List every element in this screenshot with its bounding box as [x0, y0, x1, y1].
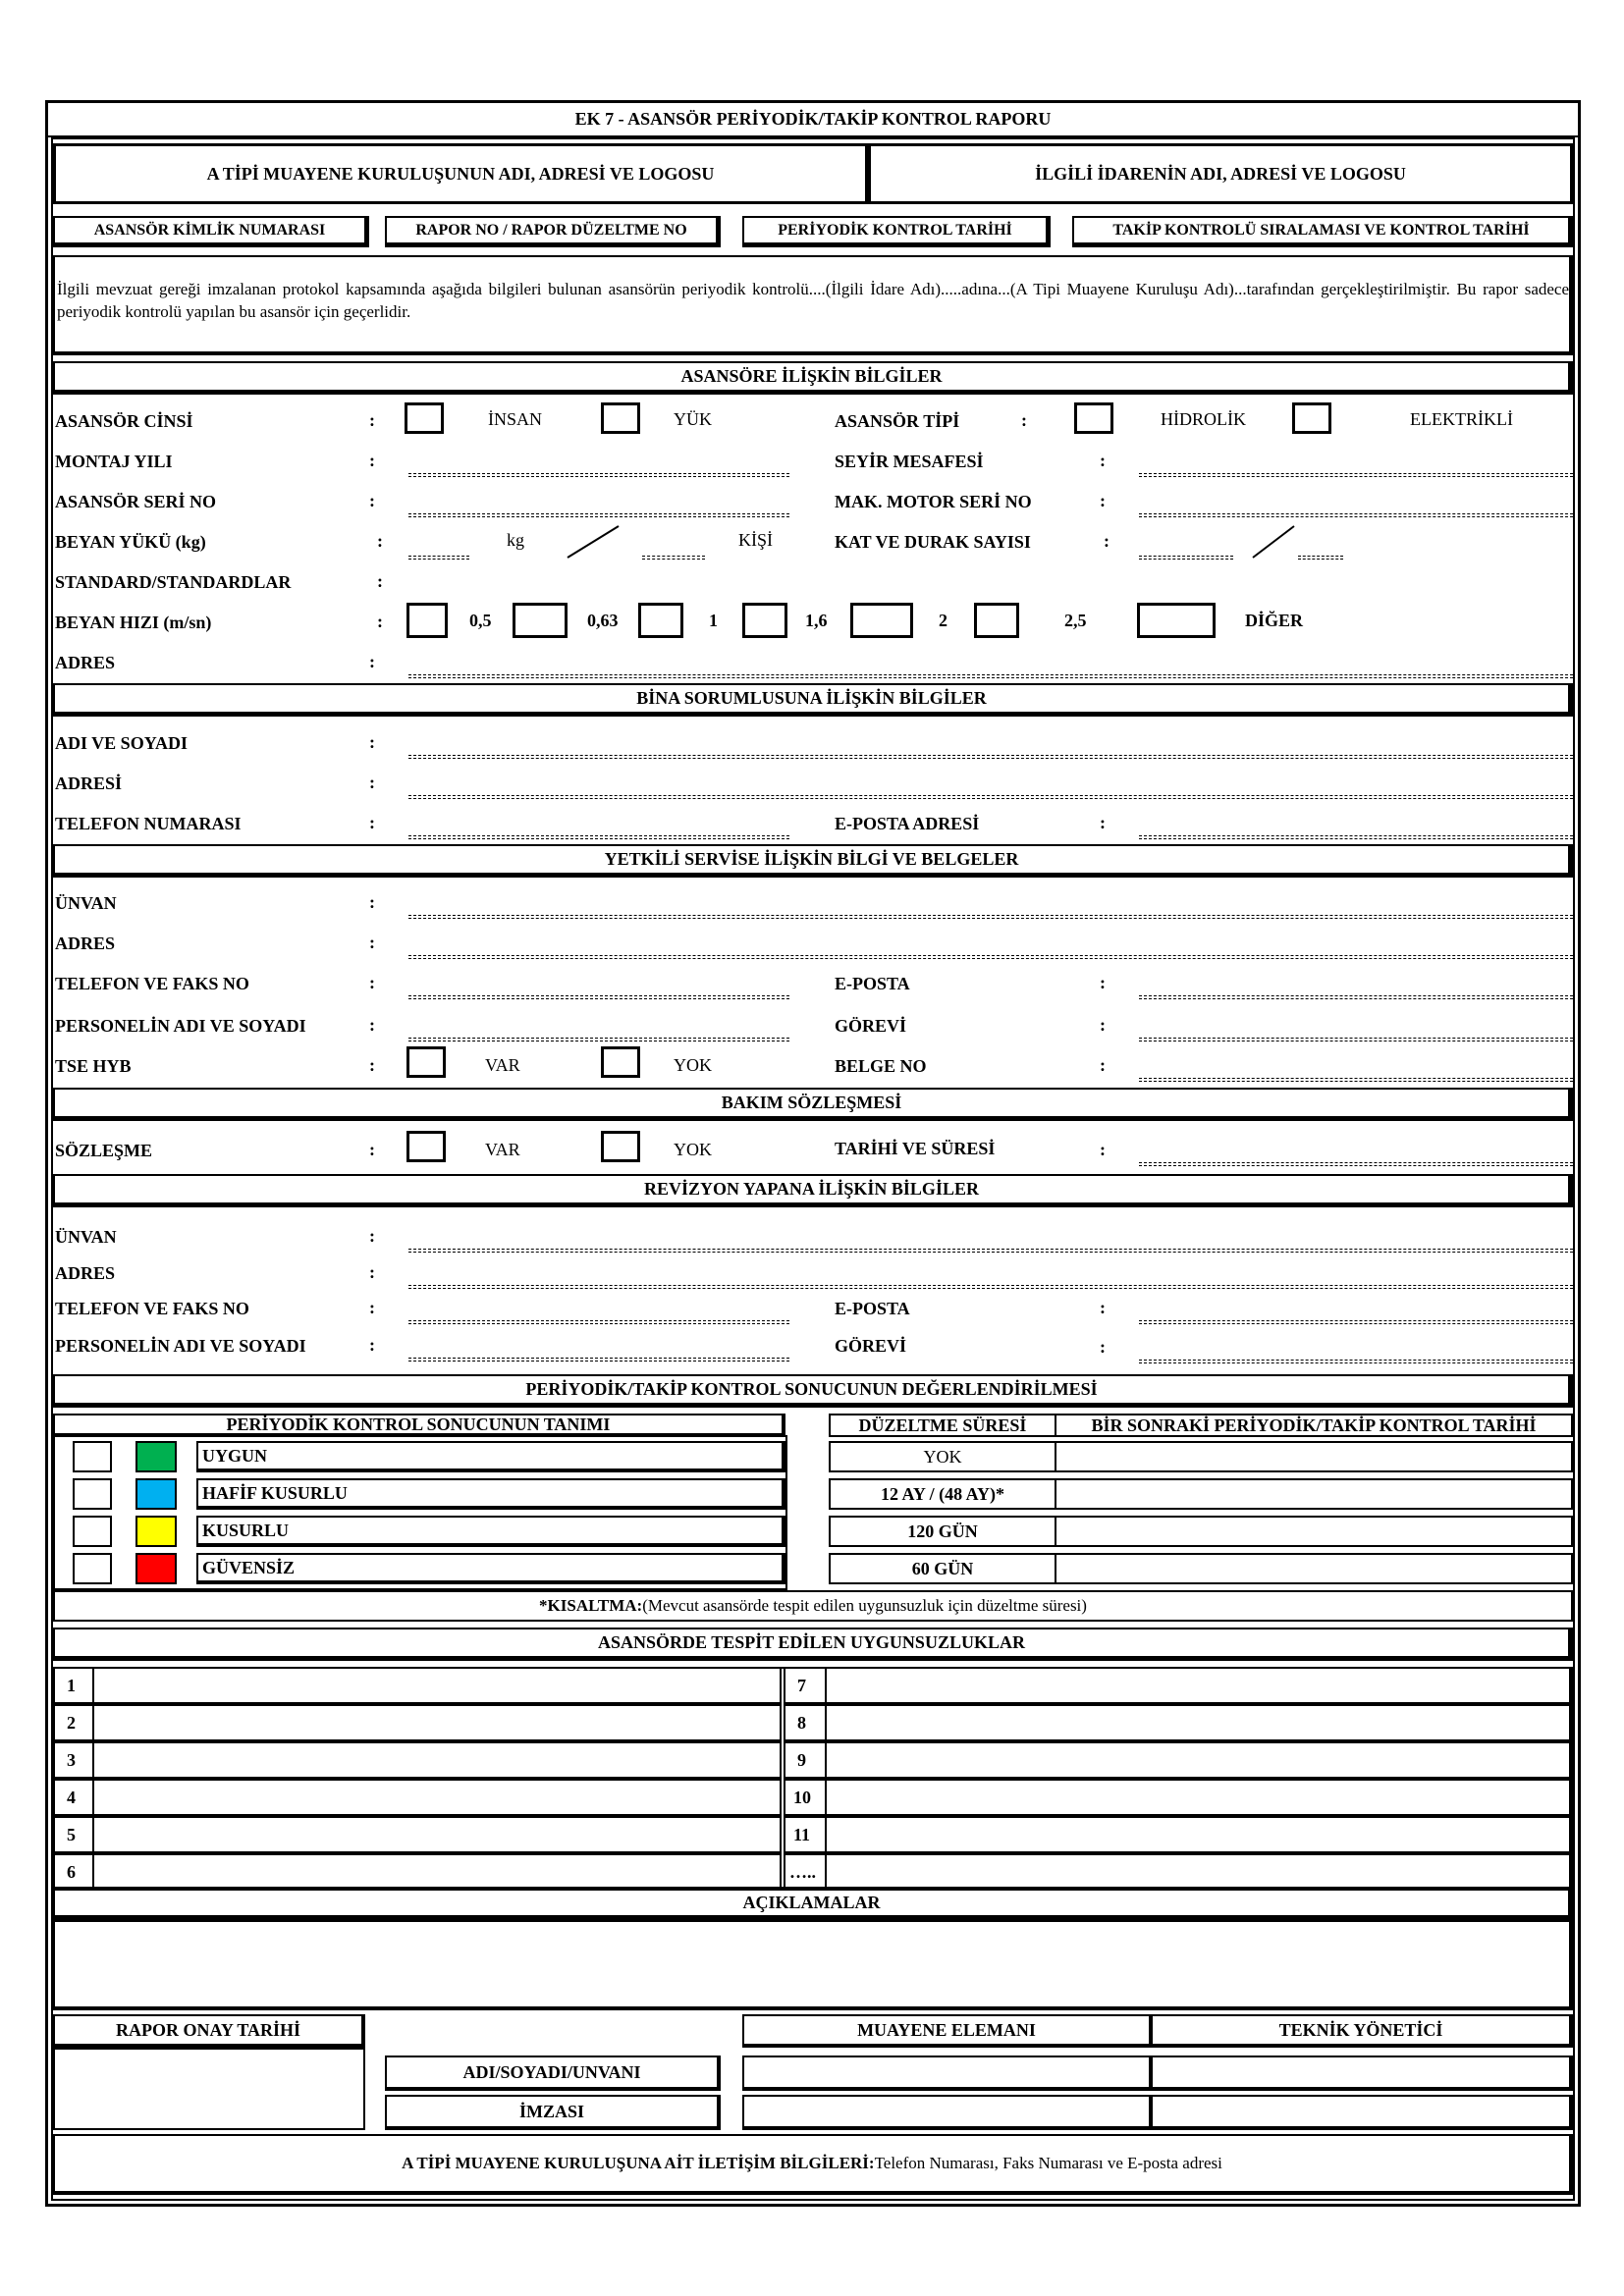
colon: : [1100, 451, 1106, 470]
id-box-rapor-no: RAPOR NO / RAPOR DÜZELTME NO [385, 216, 721, 247]
label-asansor-cinsi: ASANSÖR CİNSİ [55, 411, 193, 431]
field-rev-adres[interactable] [408, 1285, 1573, 1289]
colon: : [369, 491, 375, 510]
field-sozlesme-tarih[interactable] [1139, 1162, 1573, 1166]
slash-separator [566, 524, 621, 560]
field-teknik-imza[interactable] [1151, 2095, 1573, 2130]
label-speed-25: 2,5 [1064, 611, 1087, 630]
checkbox-tse-yok[interactable] [601, 1046, 640, 1078]
label-bina-telefon: TELEFON NUMARASI [55, 814, 242, 833]
colon: : [369, 1140, 375, 1159]
nonconf-field[interactable] [825, 1779, 1571, 1816]
field-muayene-adi[interactable] [742, 2056, 1153, 2091]
field-rev-eposta[interactable] [1139, 1320, 1573, 1324]
label-montaj-yili: MONTAJ YILI [55, 452, 173, 471]
intro-text: İlgili mevzuat gereği imzalanan protokol kapsamında aşağıda bilgileri bulunan asansörün periyodik kontrolü....(İlgili İdare Adı).....adına...(A Tipi Muayene Kuruluşu Adı)...tarafından gerçekleştirilmiştir. Bu rapor sadece periyodik kontrolü yapılan bu asansör için geçerlidir. [57, 280, 1569, 321]
result-check-uygun[interactable] [73, 1441, 112, 1472]
nonconf-num: 3 [53, 1741, 94, 1779]
field-servis-eposta[interactable] [1139, 995, 1573, 999]
colon: : [369, 1055, 375, 1075]
result-period-uygun: YOK [829, 1441, 1056, 1472]
label-beyan-hizi: BEYAN HIZI (m/sn) [55, 613, 212, 632]
label-servis-telefon: TELEFON VE FAKS NO [55, 974, 249, 993]
nonconf-num: ….. [784, 1853, 827, 1891]
colon: : [369, 1226, 375, 1246]
label-sozlesme: SÖZLEŞME [55, 1141, 153, 1160]
colon: : [369, 451, 375, 470]
color-swatch-uygun [135, 1441, 177, 1472]
color-swatch-kusurlu [135, 1516, 177, 1547]
checkbox-sozlesme-var[interactable] [406, 1131, 446, 1162]
field-bina-adresi[interactable] [408, 795, 1573, 799]
colon: : [369, 732, 375, 752]
nonconf-field[interactable] [92, 1853, 782, 1891]
section-elevator-title: ASANSÖRE İLİŞKİN BİLGİLER [53, 361, 1573, 395]
colon: : [1100, 1140, 1106, 1159]
color-swatch-hafif [135, 1478, 177, 1510]
label-rev-adres: ADRES [55, 1263, 116, 1283]
label-rev-telefon: TELEFON VE FAKS NO [55, 1299, 249, 1318]
colon: : [369, 892, 375, 912]
nonconf-num: 1 [53, 1667, 94, 1704]
nonconf-num: 8 [784, 1704, 827, 1741]
checkbox-sozlesme-yok[interactable] [601, 1131, 640, 1162]
result-date-kusurlu[interactable] [1055, 1516, 1573, 1547]
colon: : [369, 1015, 375, 1035]
label-teknik-yonetici: TEKNİK YÖNETİCİ [1151, 2014, 1573, 2048]
notes-area[interactable] [53, 1920, 1573, 2010]
checkbox-yuk[interactable] [601, 402, 640, 434]
field-muayene-imza[interactable] [742, 2095, 1153, 2130]
label-tse-yok: YOK [674, 1055, 712, 1075]
label-rapor-onay: RAPOR ONAY TARİHİ [53, 2014, 365, 2048]
nonconf-num: 6 [53, 1853, 94, 1891]
label-belge-no: BELGE NO [835, 1056, 927, 1076]
label-servis-eposta: E-POSTA [835, 974, 910, 993]
field-rev-telefon[interactable] [408, 1320, 789, 1324]
nonconf-field[interactable] [825, 1704, 1571, 1741]
label-adi-soyadi-unvani: ADI/SOYADI/UNVANI [385, 2056, 721, 2091]
result-label-kusurlu: KUSURLU [196, 1516, 785, 1547]
checkbox-insan[interactable] [405, 402, 444, 434]
label-servis-adres: ADRES [55, 934, 116, 953]
result-period-kusurlu: 120 GÜN [829, 1516, 1056, 1547]
label-bina-adresi: ADRESİ [55, 774, 123, 793]
label-speed-2: 2 [939, 611, 947, 630]
id-box-takip-kontrol: TAKİP KONTROLÜ SIRALAMASI VE KONTROL TARİHİ [1072, 216, 1573, 247]
result-check-guvensiz[interactable] [73, 1553, 112, 1584]
nonconf-field[interactable] [92, 1741, 782, 1779]
section-notes-title: AÇIKLAMALAR [53, 1889, 1573, 1920]
checkbox-speed-diger[interactable] [1137, 603, 1216, 638]
result-label-uygun: UYGUN [196, 1441, 785, 1472]
field-motor-seri-no[interactable] [1139, 513, 1573, 517]
label-rev-unvan: ÜNVAN [55, 1227, 117, 1247]
eval-col-duzeltme: DÜZELTME SÜRESİ [829, 1414, 1056, 1437]
label-speed-16: 1,6 [805, 611, 828, 630]
field-servis-adres[interactable] [408, 955, 1573, 959]
label-sozlesme-yok: YOK [674, 1140, 712, 1159]
report-title: EK 7 - ASANSÖR PERİYODİK/TAKİP KONTROL RAPORU [47, 102, 1579, 137]
colon: : [369, 410, 375, 430]
colon: : [369, 1298, 375, 1317]
label-servis-personel: PERSONELİN ADI VE SOYADI [55, 1016, 306, 1036]
nonconf-field[interactable] [825, 1667, 1571, 1704]
field-durak-sayisi[interactable] [1298, 556, 1343, 560]
checkbox-speed-16[interactable] [742, 603, 787, 638]
abbreviation-note: *KISALTMA: (Mevcut asansörde tespit edilen uygunsuzluk için düzeltme süresi) [53, 1590, 1573, 1622]
result-label-guvensiz: GÜVENSİZ [196, 1553, 785, 1584]
field-kat-sayisi[interactable] [1139, 556, 1233, 560]
field-asansor-adres[interactable] [408, 674, 1573, 678]
label-yuk: YÜK [674, 409, 712, 429]
slash-separator [1251, 524, 1296, 560]
label-bina-eposta: E-POSTA ADRESİ [835, 814, 980, 833]
colon: : [1021, 410, 1027, 430]
label-muayene-elemani: MUAYENE ELEMANI [742, 2014, 1153, 2048]
field-bina-adi[interactable] [408, 755, 1573, 759]
colon: : [369, 1262, 375, 1282]
footer-contact: A TİPİ MUAYENE KURULUŞUNA AİT İLETİŞİM BİLGİLERİ: Telefon Numarası, Faks Numarası ve E-posta adresi [53, 2134, 1573, 2195]
result-date-hafif[interactable] [1055, 1478, 1573, 1510]
colon: : [369, 933, 375, 952]
colon: : [369, 773, 375, 792]
nonconf-num: 10 [784, 1779, 827, 1816]
nonconf-field[interactable] [825, 1741, 1571, 1779]
label-elektrikli: ELEKTRİKLİ [1410, 409, 1513, 429]
eval-col-sonraki: BİR SONRAKİ PERİYODİK/TAKİP KONTROL TARİHİ [1055, 1414, 1573, 1437]
label-hidrolik: HİDROLİK [1161, 409, 1246, 429]
label-kg: kg [507, 530, 524, 550]
id-box-asansor-kimlik: ASANSÖR KİMLİK NUMARASI [53, 216, 369, 247]
colon: : [369, 652, 375, 671]
field-rev-personel[interactable] [408, 1358, 789, 1362]
section-evaluation-title: PERİYODİK/TAKİP KONTROL SONUCUNUN DEĞERLENDİRİLMESİ [53, 1374, 1573, 1408]
label-tse-hyb: TSE HYB [55, 1056, 132, 1076]
nonconf-num: 2 [53, 1704, 94, 1741]
checkbox-speed-063[interactable] [513, 603, 568, 638]
label-motor-seri-no: MAK. MOTOR SERİ NO [835, 492, 1032, 511]
colon: : [1100, 491, 1106, 510]
colon: : [1100, 1298, 1106, 1317]
nonconf-num: 11 [784, 1816, 827, 1853]
checkbox-speed-2[interactable] [850, 603, 913, 638]
field-bina-eposta[interactable] [1139, 835, 1573, 839]
colon: : [1104, 531, 1110, 551]
label-speed-1: 1 [709, 611, 718, 630]
label-asansor-seri-no: ASANSÖR SERİ NO [55, 492, 217, 511]
result-date-guvensiz[interactable] [1055, 1553, 1573, 1584]
colon: : [377, 612, 383, 631]
label-kat-durak: KAT VE DURAK SAYISI [835, 532, 1031, 552]
nonconf-num: 5 [53, 1816, 94, 1853]
colon: : [1100, 973, 1106, 992]
field-servis-telefon[interactable] [408, 995, 789, 999]
checkbox-speed-25[interactable] [974, 603, 1019, 638]
result-period-hafif: 12 AY / (48 AY)* [829, 1478, 1056, 1510]
label-insan: İNSAN [488, 409, 543, 429]
section-maintenance-title: BAKIM SÖZLEŞMESİ [53, 1088, 1573, 1121]
field-teknik-adi[interactable] [1151, 2056, 1573, 2091]
checkbox-speed-1[interactable] [638, 603, 683, 638]
checkbox-elektrikli[interactable] [1292, 402, 1331, 434]
nonconf-num: 9 [784, 1741, 827, 1779]
field-servis-gorev[interactable] [1139, 1038, 1573, 1041]
label-sozlesme-var: VAR [485, 1140, 520, 1159]
nonconf-field[interactable] [92, 1779, 782, 1816]
label-rev-personel: PERSONELİN ADI VE SOYADI [55, 1336, 306, 1356]
label-servis-unvan: ÜNVAN [55, 893, 117, 913]
nonconf-num: 4 [53, 1779, 94, 1816]
colon: : [369, 973, 375, 992]
label-asansor-tipi: ASANSÖR TİPİ [835, 411, 960, 431]
colon: : [369, 813, 375, 832]
nonconf-field[interactable] [92, 1704, 782, 1741]
result-period-guvensiz: 60 GÜN [829, 1553, 1056, 1584]
label-seyir-mesafesi: SEYİR MESAFESİ [835, 452, 984, 471]
eval-col-tanim: PERİYODİK KONTROL SONUCUNUN TANIMI [53, 1414, 785, 1437]
label-rev-gorev: GÖREVİ [835, 1336, 907, 1356]
section-nonconformity-title: ASANSÖRDE TESPİT EDİLEN UYGUNSUZLUKLAR [53, 1628, 1573, 1661]
field-servis-personel[interactable] [408, 1038, 789, 1041]
label-bina-adi: ADI VE SOYADI [55, 733, 189, 753]
label-tse-var: VAR [485, 1055, 520, 1075]
result-date-uygun[interactable] [1055, 1441, 1573, 1472]
field-beyan-yuku-kg[interactable] [408, 556, 469, 560]
field-seyir-mesafesi[interactable] [1139, 473, 1573, 477]
checkbox-speed-05[interactable] [406, 603, 448, 638]
label-speed-diger: DİĞER [1245, 611, 1304, 630]
colon: : [1100, 1055, 1106, 1075]
nonconf-field[interactable] [825, 1816, 1571, 1853]
nonconf-field[interactable] [825, 1853, 1571, 1891]
label-speed-063: 0,63 [587, 611, 619, 630]
colon: : [1100, 1015, 1106, 1035]
field-beyan-yuku-kisi[interactable] [642, 556, 705, 560]
label-sozlesme-tarih: TARİHİ VE SÜRESİ [835, 1139, 996, 1158]
result-check-kusurlu[interactable] [73, 1516, 112, 1547]
field-bina-telefon[interactable] [408, 835, 789, 839]
nonconf-field[interactable] [92, 1667, 782, 1704]
label-imzasi: İMZASI [385, 2095, 721, 2130]
nonconf-field[interactable] [92, 1816, 782, 1853]
label-servis-gorev: GÖREVİ [835, 1016, 907, 1036]
label-adres: ADRES [55, 653, 116, 672]
colon: : [369, 1335, 375, 1355]
label-standard: STANDARD/STANDARDLAR [55, 572, 292, 592]
result-label-hafif: HAFİF KUSURLU [196, 1478, 785, 1510]
nonconf-num: 7 [784, 1667, 827, 1704]
field-montaj-yili[interactable] [408, 473, 789, 477]
label-rev-eposta: E-POSTA [835, 1299, 910, 1318]
colon: : [1100, 813, 1106, 832]
section-service-title: YETKİLİ SERVİSE İLİŞKİN BİLGİ VE BELGELER [53, 844, 1573, 878]
id-box-periyodik-tarih: PERİYODİK KONTROL TARİHİ [742, 216, 1051, 247]
header-left-box: A TİPİ MUAYENE KURULUŞUNUN ADI, ADRESİ VE LOGOSU [53, 143, 868, 204]
label-beyan-yuku: BEYAN YÜKÜ (kg) [55, 532, 206, 552]
checkbox-hidrolik[interactable] [1074, 402, 1113, 434]
section-building-title: BİNA SORUMLUSUNA İLİŞKİN BİLGİLER [53, 683, 1573, 717]
field-belge-no[interactable] [1139, 1078, 1573, 1082]
field-rapor-onay[interactable] [53, 2048, 365, 2130]
field-asansor-seri-no[interactable] [408, 513, 789, 517]
field-servis-unvan[interactable] [408, 915, 1573, 919]
label-kisi: KİŞİ [738, 530, 773, 550]
result-check-hafif[interactable] [73, 1478, 112, 1510]
colon: : [1100, 1337, 1106, 1357]
field-rev-unvan[interactable] [408, 1249, 1573, 1253]
label-speed-05: 0,5 [469, 611, 492, 630]
section-revision-title: REVİZYON YAPANA İLİŞKİN BİLGİLER [53, 1174, 1573, 1207]
colon: : [377, 531, 383, 551]
field-rev-gorev[interactable] [1139, 1360, 1573, 1363]
colon: : [377, 571, 383, 591]
header-right-box: İLGİLİ İDARENİN ADI, ADRESİ VE LOGOSU [868, 143, 1573, 204]
color-swatch-guvensiz [135, 1553, 177, 1584]
checkbox-tse-var[interactable] [406, 1046, 446, 1078]
